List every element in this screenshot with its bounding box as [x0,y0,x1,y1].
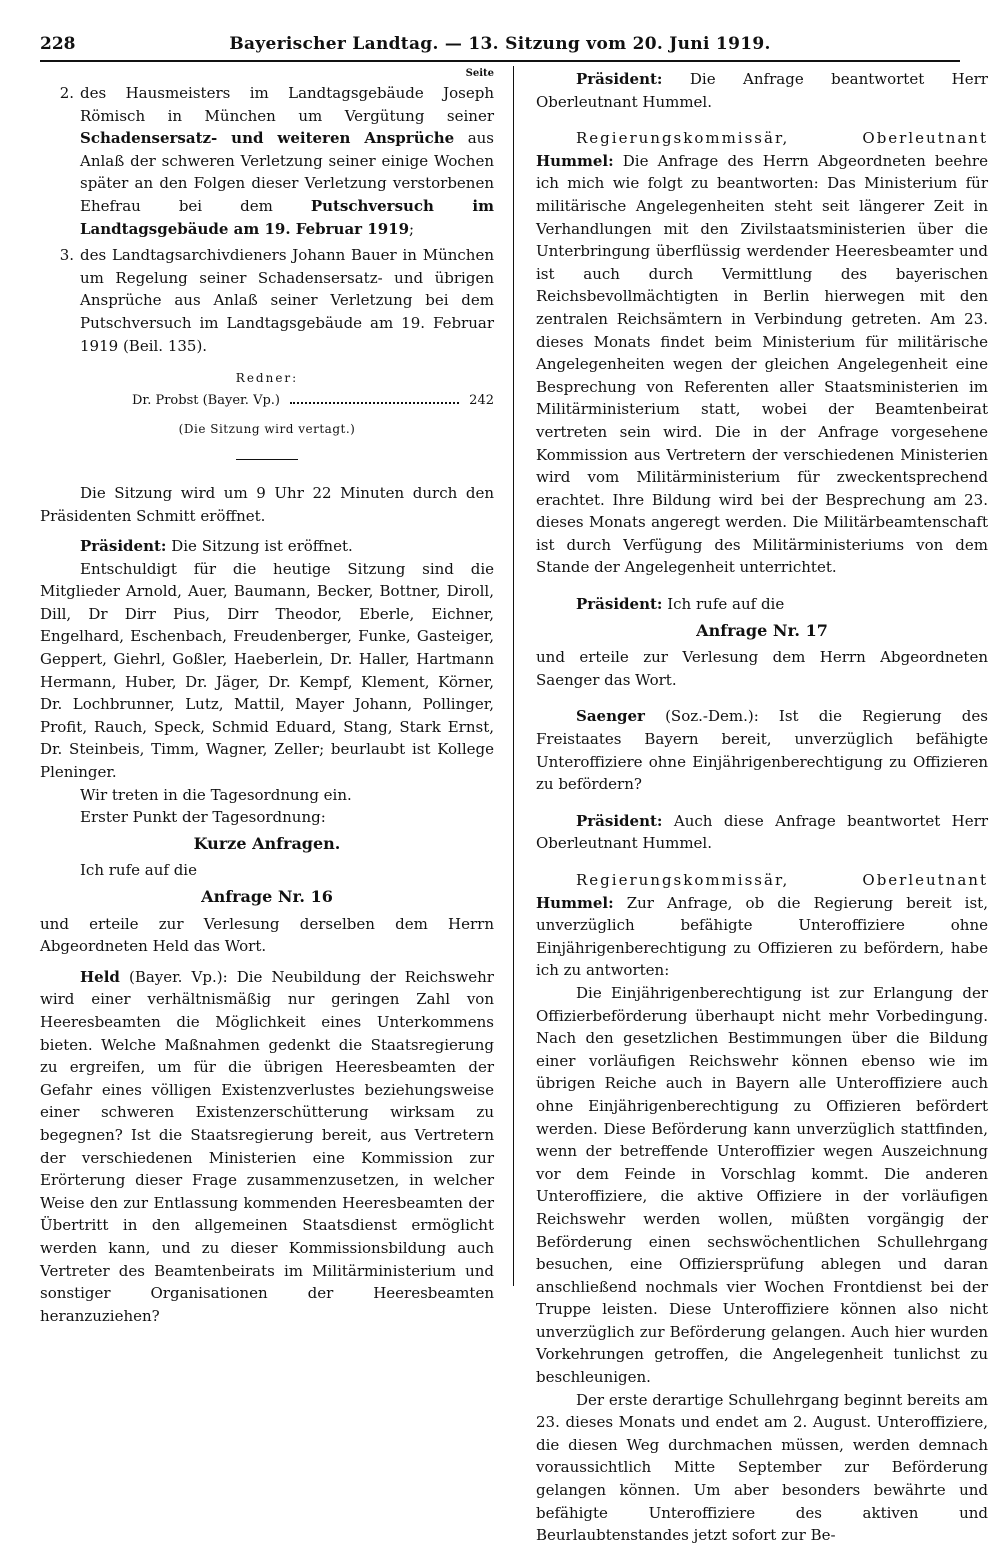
held-question [40,966,494,1328]
seite-label: Seite [465,68,494,79]
heading-kurze-anfragen: Kurze Anfragen. [193,833,341,853]
speaker-label: Präsident: [576,70,663,88]
party-label: (Soz.-Dem.): [665,707,759,726]
president-statement [40,535,494,558]
excused-paragraph: Entschuldigt für die heutige Sitzung sind die Mitglieder Arnold, Auer, Baumann, Becker, Bottner, Diroll, Dill, Dr Dirr Pius, Dirr Theodor, Eberle, Eichner, Engelhard, Eschenbach, Freudenberger, Funke, Gasteiger, Geppert, Giehrl, Goßler, Haeberlein, Dr. Haller, Hartmann Hermann, Huber, Dr. Jäger, Dr. Kempf, Klement, Körner, Dr. Lochbrunner, Lutz, Mattil, Mayer Johann, Pollinger, Profit, Rauch, Speck, Schmid Eduard, Stang, Stark Ernst, Dr. Steinbeis, Timm, Wagner, Zeller; beurlaubt ist Kollege Pleninger. [40,559,494,782]
page-header [40,34,960,62]
agenda-enter: Wir treten in die Tagesordnung ein. [80,785,352,804]
question-text: Ist die Regierung des Freistaates Bayern bereit, unverzüglich befähigte Unteroffiziere ohne Einjährigenberechtigung zu Offizieren zu befördern? [536,707,988,794]
president-statement [536,68,988,113]
agenda-item-3 [40,244,494,357]
speaker-index-page: 242 [469,392,494,408]
answer-text: Die Anfrage des Herrn Abgeordneten beehre ich mich wie folgt zu beantworten: Das Ministerium für militärische Angelegenheiten steht seit längerer Zeit in Verhandlungen mit den Zivilstaatsministerien über die Unterbringung überflüssig werdender Heeresbeamter und ist auch durch Vermittlung des bayerischen Reichsbevollmächtigten in Berlin hierwegen mit den zentralen Reichsämtern in Verbindung getreten. Am 23. dieses Monats findet beim Ministerium für militärische Angelegenheiten wegen der gleichen Angelegenheit eine Besprechung von Referenten aller Staatsministerien im Militärministerium statt, wobei der Beamtenbeirat vertreten sein wird. Die in der Anfrage vorgesehene Kommission aus Vertretern der verschiedenen Ministerien wird vom Militärministerium für zweckentsprechend erachtet. Ihre Bildung wird bei der Besprechung am 23. dieses Monats angeregt werden. Die Militärbeamtenschaft ist durch Verfügung des Militärministeriums von dem Stande der Angelegenheit unterrichtet. [536,151,988,577]
speaker-label: Hummel: [536,893,614,912]
speaker-label: Präsident: [576,811,663,830]
statement-text: Ich rufe auf die [667,595,785,614]
call-held-paragraph: und erteile zur Verlesung derselben dem Herrn Abgeordneten Held das Wort. [40,914,494,956]
item-text-b: aus Anlaß der schweren Verletzung seiner einige Wochen später an den Folgen dieser Verletzung verstorbenen Ehefrau bei dem [80,129,494,215]
item-number: 3. [59,246,74,265]
party-label: (Bayer. Vp.): [128,967,228,986]
section-rule [236,459,298,460]
call-saenger-paragraph: und erteile zur Verlesung dem Herrn Abgeordneten Saenger das Wort. [536,648,988,689]
hummel-answer-2 [536,869,988,982]
page-number: 228 [40,34,76,54]
role-label: Regierungskommissär, Oberleutnant [576,871,988,889]
running-title: Bayerischer Landtag. — 13. Sitzung vom 20. Juni 1919. [229,34,771,54]
president-statement [536,810,988,855]
adjourned-note: (Die Sitzung wird vertagt.) [178,422,356,437]
item-number: 2. [59,84,74,102]
statement-text: Die Sitzung ist eröffnet. [171,537,353,556]
speaker-label: Saenger [576,707,645,726]
item-text: des Landtagsarchivdieners Johann Bauer in München um Regelung seiner Schadensersatz- und übrigen Ansprüche aus Anlaß seiner Verletzung bei dem Putschversuch im Landtagsgebäude am 19. Februar 1919 (Beil. 135). [80,246,494,355]
hummel-answer-1 [536,127,988,579]
speaker-label: Held [80,967,120,986]
saenger-question [536,705,988,795]
speaker-label: Hummel: [536,151,614,170]
agenda-item-2 [40,82,494,240]
role-label: Regierungskommissär, Oberleutnant [576,129,988,148]
question-text: Die Neubildung der Reichswehr wird einer verhältnismäßig nur geringen Zahl von Heeresbeamten die Möglichkeit eines Unterkommens bieten. Welche Maßnahmen gedenkt die Staatsregierung zu ergreifen, um für die übrigen Heeresbeamten der Gefahr eines völligen Existenzverlustes beziehungsweise einer schweren Existenzerschütterung wirksam zu begegnen? Ist die Staatsregierung bereit, aus Vertretern der verschiedenen Ministerien eine Kommission zur Erörterung dieser Frage zusammenzusetzen, in welcher Weise den zur Entlassung kommenden Heeresbeamten der Übertritt in den allgemeinen Staatsdienst ermöglicht werden kann, und zu dieser Kommissionsbildung auch Vertreter des Beamtenbeirats im Militärministerium und sonstiger Organisationen der Heeresbeamten heranzuziehen? [40,967,494,1325]
statement-text: Auch diese Anfrage beantwortet Herr Oberleutnant Hummel. [536,811,988,853]
agenda-first-point: Erster Punkt der Tagesordnung: [80,808,326,827]
redner-label: Redner: [235,371,299,386]
item-text-a: des Hausmeisters im Landtagsgebäude Joseph Römisch in München um Vergütung seiner [80,84,494,125]
item-text-c: ; [409,219,415,238]
item-bold-a: Schadensersatz- und weiteren Ansprüche [80,129,455,148]
left-column [40,68,494,1327]
dot-leader [290,402,459,404]
column-divider [513,66,514,1286]
answer-paragraph-2: Die Einjährigenberechtigung ist zur Erlangung der Offizierbeförderung überhaupt nicht mehr Vorbedingung. Nach den gesetzlichen Bestimmungen über die Bildung einer vorläufigen Reichswehr können ebenso wie im übrigen Reiche auch in Bayern alle Unteroffiziere auch ohne Einjährigenberechtigung zu Offizieren befördert werden. Diese Beförderung kann unverzüglich stattfinden, wenn der betreffende Unteroffizier wegen Auszeichnung vor dem Feinde in Vorschlag kommt. Die anderen Unteroffiziere, die aktive Offiziere in der vorläufigen Reichswehr werden wollen, müßten vorgängig der Beförderung einen sechswöchentlichen Schullehrgang besuchen, eine Offiziersprüfung ablegen und daran anschließend nochmals vier Wochen Frontdienst bei der Truppe leisten. Diese Unteroffiziere können also nicht unverzüglich zur Beförderung gelangen. Auch hier wurden Vorkehrungen getroffen, die Angelegenheit tunlichst zu beschleunigen. [536,983,988,1387]
item-text [80,82,494,240]
opening-paragraph: Die Sitzung wird um 9 Uhr 22 Minuten durch den Präsidenten Schmitt eröffnet. [40,483,494,525]
statement-text: Die Anfrage beantwortet Herr Oberleutnant Hummel. [536,70,988,111]
call-line: Ich rufe auf die [80,861,197,880]
item-bold-b: Putschversuch im Landtagsgebäude am 19. Februar 1919 [80,196,494,238]
answer-paragraph-3: Der erste derartige Schullehrgang beginnt bereits am 23. dieses Monats und endet am 2. August. Unteroffiziere, die diesen Weg durchmachen müssen, werden demnach voraussichtlich Mitte September zur Beförderung gelangen können. Um aber besonders bewährte und befähigte Unteroffiziere des aktiven und Beurlaubtenstandes jetzt sofort zur Be- [536,1390,988,1545]
answer-text: Zur Anfrage, ob die Regierung bereit ist, unverzüglich befähigte Unteroffiziere ohne Einjährigenberechtigung zu Offizieren zu befördern, habe ich zu antworten: [536,893,988,980]
president-statement [536,593,988,616]
right-column [536,68,988,1547]
heading-anfrage-17: Anfrage Nr. 17 [696,620,828,640]
speaker-label: Präsident: [576,595,663,614]
heading-anfrage-16: Anfrage Nr. 16 [201,887,333,906]
speaker-index-name: Dr. Probst (Bayer. Vp.) [132,392,280,408]
speaker-label: Präsident: [80,537,167,556]
speaker-index-line [40,390,494,413]
